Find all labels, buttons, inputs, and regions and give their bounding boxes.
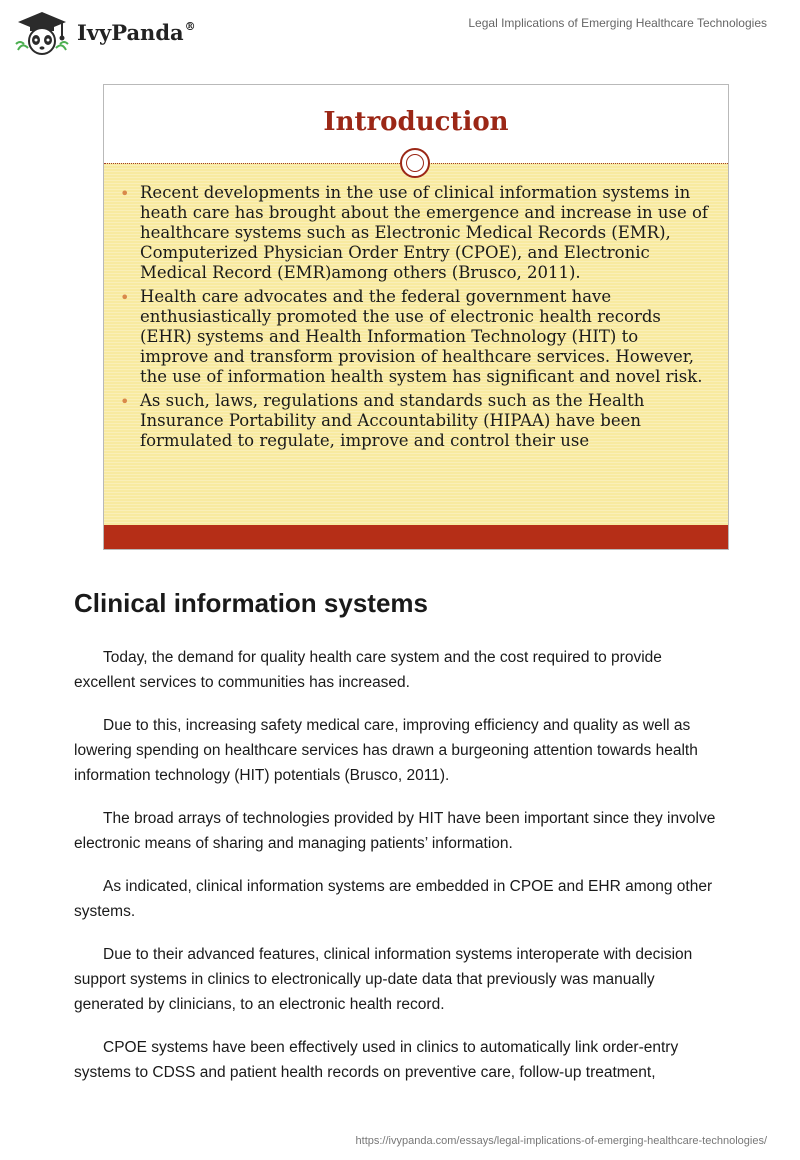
bullet-text: Recent developments in the use of clinical information systems in heath care has brought about the emergence and increase in use of healthcare systems such as Electronic Medical Records (EMR), Computerized Physician Order Entry (CPOE), and Electronic Medical Record (EMR)among others (Brusco, 2011). [140, 183, 709, 282]
bullet-dot-icon: • [120, 288, 130, 307]
slide-bullet-list [104, 183, 710, 455]
paragraph: Due to their advanced features, clinical information systems interoperate with decision support systems in clinics to electronically up-date data that previously was manually generated by clinicians, to an electronic health record. [74, 946, 693, 1013]
brand-text: IvyPanda [77, 20, 184, 45]
paragraph: Due to this, increasing safety medical care, improving efficiency and quality as well as lowering spending on healthcare services has drawn a burgeoning attention towards health information technology (HIT) potentials (Brusco, 2011). [74, 717, 698, 784]
section-heading: Clinical information systems [74, 588, 428, 618]
paragraph: The broad arrays of technologies provided by HIT have been important since they involve electronic means of sharing and managing patients’ information. [74, 810, 716, 852]
bullet-text: Health care advocates and the federal government have enthusiastically promoted the use of electronic health records (EHR) systems and Health Information Technology (HIT) to improve and transform provision of healthcare services. However, the use of information health system has significant and novel risk. [140, 287, 703, 386]
bullet-dot-icon: • [120, 392, 130, 411]
paragraph: As indicated, clinical information systems are embedded in CPOE and EHR among other systems. [74, 878, 713, 920]
document-title: Legal Implications of Emerging Healthcare Technologies [468, 16, 767, 30]
slide-heading: Introduction [323, 107, 509, 137]
slide-bullet [104, 287, 710, 387]
paragraph: Today, the demand for quality health care system and the cost required to provide excellent services to communities has increased. [74, 649, 662, 691]
paragraph: CPOE systems have been effectively used in clinics to automatically link order-entry systems to CDSS and patient health records on preventive care, follow-up treatment, [74, 1039, 679, 1081]
slide-footer-bar [104, 525, 728, 549]
article-body [74, 645, 724, 1103]
slide-bullet [104, 183, 710, 283]
bullet-dot-icon: • [120, 184, 130, 203]
page-header [0, 0, 800, 70]
bullet-text: As such, laws, regulations and standards such as the Health Insurance Portability and Accountability (HIPAA) have been formulated to regulate, improve and control their use [140, 391, 645, 450]
circle-ornament-icon [400, 148, 430, 178]
brand-name [77, 20, 196, 45]
source-url-link[interactable]: https://ivypanda.com/essays/legal-implications-of-emerging-healthcare-technologies/ [355, 1135, 767, 1147]
ivypanda-logo[interactable] [14, 10, 214, 56]
registered-mark: ® [184, 20, 196, 33]
panda-graduate-icon [14, 10, 70, 56]
presentation-slide-image [103, 84, 729, 550]
slide-bullet [104, 391, 710, 451]
